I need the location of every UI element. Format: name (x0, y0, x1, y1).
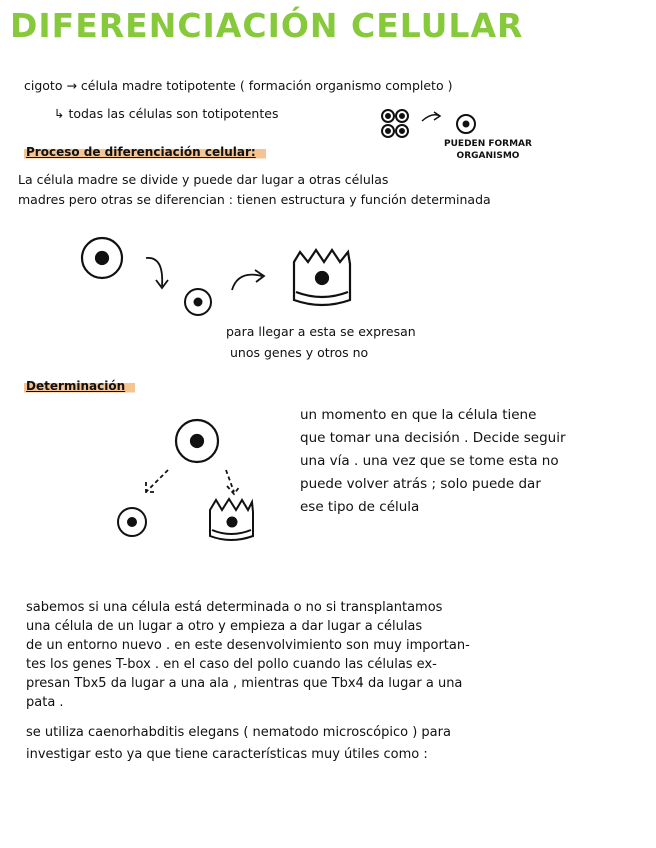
proceso-line2: madres pero otras se diferencian : tienen estructura y función determinada (18, 192, 491, 207)
paragraph-line: sabemos si una célula está determinada o no si transplantamos (26, 600, 443, 615)
determination-text (300, 404, 566, 519)
paragraph-line: se utiliza caenorhabditis elegans ( nematodo microscópico ) para (26, 725, 451, 740)
differentiated-cell-icon (210, 499, 253, 540)
page-title: DIFERENCIACIÓN CELULAR (10, 6, 524, 45)
expression-caption-line2: unos genes y otros no (230, 345, 369, 360)
stem-cell-large-icon (176, 420, 218, 462)
expression-caption-line1: para llegar a esta se expresan (226, 324, 416, 339)
paragraph-line: de un entorno nuevo . en este desenvolvimiento son muy importan- (26, 638, 470, 653)
c-elegans-paragraph (26, 722, 636, 766)
cells-label-line1: PUEDEN FORMAR (444, 139, 532, 149)
totipotent-line: ↳ todas las células son totipotentes (54, 106, 279, 121)
section-heading-determinacion: Determinación (24, 379, 135, 393)
paragraph-line: investigar esto ya que tiene características muy útiles como : (26, 747, 428, 762)
determination-line: que tomar una decisión . Decide seguir (300, 430, 566, 446)
paragraph-line: una célula de un lugar a otro y empieza a dar lugar a células (26, 619, 423, 634)
section-heading-proceso: Proceso de diferenciación celular: (24, 145, 266, 159)
transplant-paragraph (26, 598, 636, 712)
cigoto-line: cigoto → célula madre totipotente ( formación organismo completo ) (24, 78, 453, 93)
determination-line: un momento en que la célula tiene (300, 407, 537, 423)
determination-line: una vía . una vez que se tome esta no (300, 453, 559, 469)
stem-cell-small-icon (118, 508, 146, 536)
arrow-left-icon (146, 470, 168, 492)
determination-line: ese tipo de célula (300, 499, 420, 515)
paragraph-line: tes los genes T-box . en el caso del pollo cuando las células ex- (26, 657, 437, 672)
paragraph-line: pata . (26, 695, 64, 710)
cells-label-line2: ORGANISMO (456, 151, 520, 161)
arrow-right-icon (226, 470, 240, 494)
paragraph-line: presan Tbx5 da lugar a una ala , mientras que Tbx4 da lugar a una (26, 676, 463, 691)
determination-line: puede volver atrás ; solo puede dar (300, 476, 541, 492)
proceso-line1: La célula madre se divide y puede dar lugar a otras células (18, 172, 389, 187)
